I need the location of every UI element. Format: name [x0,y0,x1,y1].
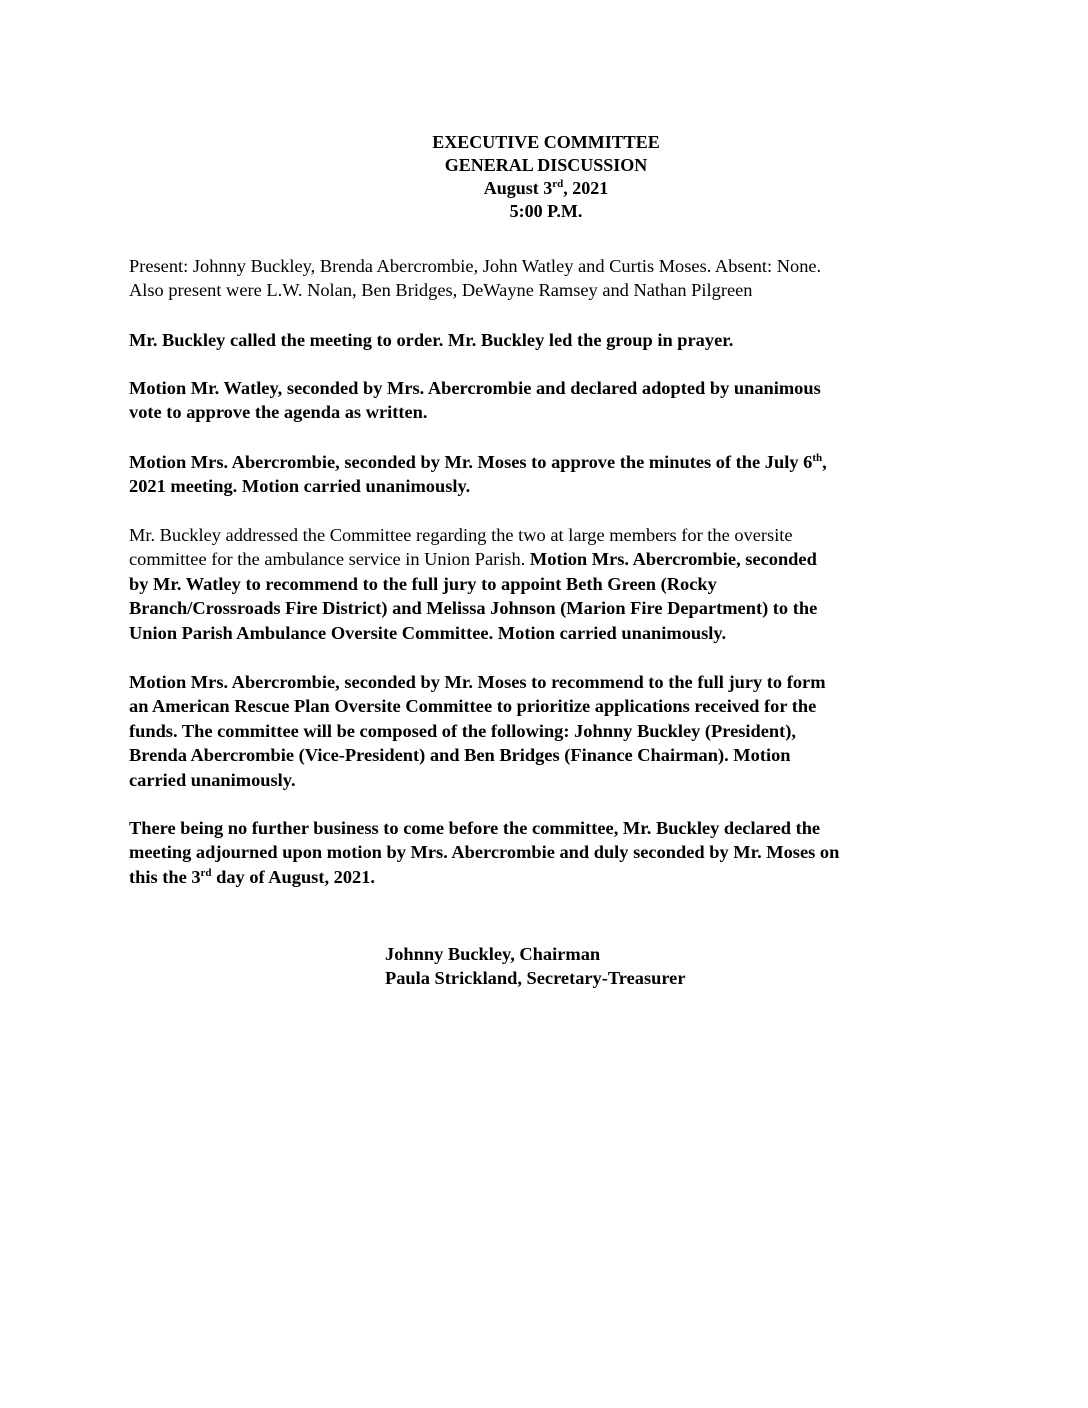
attendance-line-1: Present: Johnny Buckley, Brenda Abercrombie, John Watley and Curtis Moses. Absent: None. [129,256,822,276]
agenda-motion-paragraph [129,376,969,425]
signature-chairman: Johnny Buckley, Chairman [385,944,601,964]
rescue-plan-line-5: carried unanimously. [129,769,296,790]
call-to-order-paragraph [129,328,969,352]
agenda-motion-line-2: vote to approve the agenda as written. [129,402,428,423]
minutes-motion-paragraph [129,450,969,499]
ambulance-line-2-bold: Motion Mrs. Abercrombie, seconded [529,549,817,570]
header-date [4,177,1088,200]
minutes-motion-line-2: 2021 meeting. Motion carried unanimously. [129,476,471,497]
adjournment-line-1: There being no further business to come before the committee, Mr. Buckley declared the [129,818,821,838]
signature-secretary: Paula Strickland, Secretary-Treasurer [385,968,686,988]
rescue-plan-line-2: an American Rescue Plan Oversite Committee to prioritize applications received for the [129,696,817,717]
attendance-paragraph [129,254,969,303]
adjournment-paragraph [129,816,969,889]
minutes-motion-line-1-suffix: , [822,452,827,472]
header-date-prefix: August 3 [483,178,553,198]
header-date-superscript: rd [552,178,564,190]
minutes-motion-superscript: th [812,452,823,464]
minutes-motion-line-1-prefix: Motion Mrs. Abercrombie, seconded by Mr. Moses to approve the minutes of the July 6 [129,452,813,472]
agenda-motion-line-1: Motion Mr. Watley, seconded by Mrs. Abercrombie and declared adopted by unanimous [129,378,821,398]
minutes-motion-line-1 [129,450,969,474]
adjournment-line-3 [129,865,969,889]
ambulance-line-5: Union Parish Ambulance Oversite Committee. Motion carried unanimously. [129,622,727,643]
adjournment-line-3-suffix: day of August, 2021. [211,866,376,887]
call-to-order-line: Mr. Buckley called the meeting to order. Mr. Buckley led the group in prayer. [129,330,734,350]
header-date-suffix: , 2021 [563,178,609,198]
rescue-plan-paragraph [129,670,969,792]
ambulance-line-2-normal: committee for the ambulance service in Union Parish. [129,549,530,570]
adjournment-line-2: meeting adjourned upon motion by Mrs. Abercrombie and duly seconded by Mr. Moses on [129,842,840,863]
ambulance-paragraph [129,523,969,645]
header-time: 5:00 P.M. [509,201,583,221]
adjournment-superscript: rd [200,866,212,879]
header-committee-title: EXECUTIVE COMMITTEE [432,132,660,152]
rescue-plan-line-1: Motion Mrs. Abercrombie, seconded by Mr. Moses to recommend to the full jury to form [129,672,826,692]
signature-block [385,942,686,990]
attendance-line-2: Also present were L.W. Nolan, Ben Bridges, DeWayne Ramsey and Nathan Pilgreen [129,280,753,301]
rescue-plan-line-3: funds. The committee will be composed of the following: Johnny Buckley (President), [129,720,797,741]
document-header [0,131,1088,223]
header-discussion-title: GENERAL DISCUSSION [444,155,648,175]
ambulance-line-1: Mr. Buckley addressed the Committee regarding the two at large members for the oversite [129,525,793,545]
ambulance-line-4: Branch/Crossroads Fire District) and Melissa Johnson (Marion Fire Department) to the [129,598,818,619]
ambulance-line-3: by Mr. Watley to recommend to the full jury to appoint Beth Green (Rocky [129,573,717,594]
rescue-plan-line-4: Brenda Abercrombie (Vice-President) and Ben Bridges (Finance Chairman). Motion [129,745,791,766]
adjournment-line-3-prefix: this the 3 [129,866,201,887]
ambulance-line-2 [129,547,969,571]
